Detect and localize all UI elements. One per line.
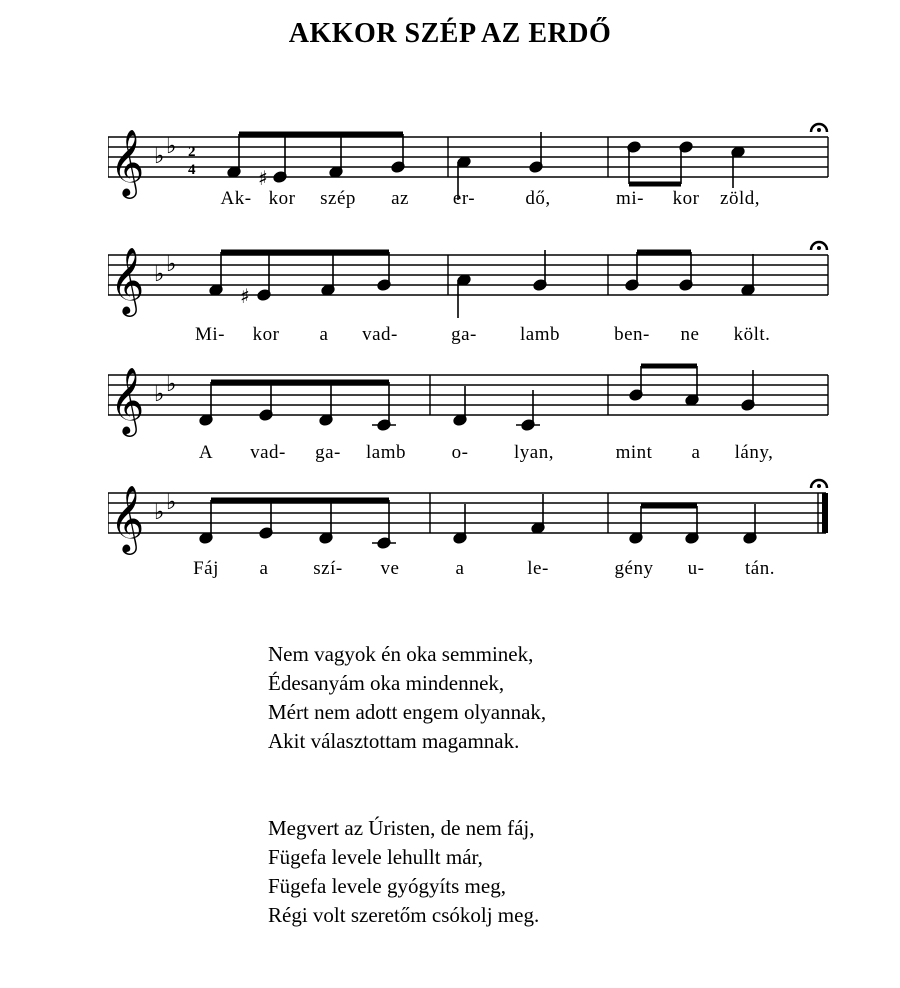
verse-line: Fügefa levele lehullt már, — [268, 845, 483, 869]
staff-system-1 — [108, 122, 832, 212]
time-sig-top: 2 — [188, 144, 196, 160]
lyric-syllable: gény — [614, 558, 654, 579]
lyric-syllable: dő, — [525, 188, 551, 209]
final-barline — [822, 493, 828, 533]
lyric-syllable: lamb — [520, 324, 560, 345]
lyric-syllable: vad- — [250, 442, 286, 463]
lyric-syllable: ga- — [451, 324, 477, 345]
staff-3-notation — [108, 360, 832, 450]
svg-text:♯: ♯ — [240, 284, 250, 308]
treble-clef-icon: 𝄞 — [110, 246, 145, 314]
lyric-syllable: le- — [527, 558, 549, 579]
flat-icon: ♭ — [154, 144, 165, 169]
svg-text:♯: ♯ — [258, 166, 268, 190]
treble-clef-icon: 𝄞 — [110, 128, 145, 196]
lyric-syllable: ben- — [614, 324, 650, 345]
lyric-syllable: kor — [268, 188, 296, 209]
staff-4-notation — [108, 478, 832, 568]
lyric-syllable: er- — [452, 188, 476, 209]
flat-icon: ♭ — [166, 490, 177, 515]
verse-stanza-2 — [268, 814, 539, 930]
lyric-syllable: szép — [320, 188, 356, 209]
staff-system-4 — [108, 478, 832, 579]
lyric-syllable: a — [691, 442, 701, 463]
lyric-syllable: kor — [252, 324, 280, 345]
lyric-syllable: mint — [615, 442, 653, 463]
lyric-syllable: lamb — [366, 442, 406, 463]
song-title: AKKOR SZÉP AZ ERDŐ — [288, 18, 612, 49]
lyric-syllable: tán. — [745, 558, 775, 579]
verse-line: Édesanyám oka mindennek, — [268, 671, 505, 695]
lyric-syllable: Mi- — [195, 324, 225, 345]
lyric-syllable: ve — [380, 558, 400, 579]
lyric-syllable: lyan, — [514, 442, 554, 463]
verse-line: Régi volt szeretőm csókolj meg. — [268, 903, 540, 927]
lyric-syllable: lány, — [734, 442, 774, 463]
treble-clef-icon: 𝄞 — [110, 484, 145, 552]
lyric-syllable: Fáj — [193, 558, 219, 579]
verse-line: Nem vagyok én oka semminek, — [268, 642, 534, 666]
lyric-syllable: kor — [672, 188, 700, 209]
lyric-syllable: u- — [687, 558, 705, 579]
lyric-syllable: ga- — [315, 442, 341, 463]
flat-icon: ♭ — [166, 372, 177, 397]
lyric-syllable: ne — [680, 324, 700, 345]
flat-icon: ♭ — [166, 252, 177, 277]
lyric-syllable: mi- — [616, 188, 644, 209]
lyric-syllable: Ak- — [220, 188, 252, 209]
verse-line: Mért nem adott engem olyannak, — [268, 700, 547, 724]
lyric-syllable: szí- — [313, 558, 343, 579]
flat-icon: ♭ — [166, 134, 177, 159]
lyric-syllable: a — [455, 558, 465, 579]
verse-stanza-1 — [268, 640, 546, 756]
lyric-syllable: o- — [451, 442, 469, 463]
staff-system-2 — [108, 240, 832, 345]
lyric-syllable: költ. — [733, 324, 771, 345]
staff-system-3 — [108, 360, 832, 463]
lyric-syllable: a — [259, 558, 269, 579]
time-sig-bottom: 4 — [188, 162, 196, 178]
verse-line: Megvert az Úristen, de nem fáj, — [268, 816, 535, 840]
treble-clef-icon: 𝄞 — [110, 366, 145, 434]
verse-line: Akit választottam magamnak. — [268, 729, 520, 753]
flat-icon: ♭ — [154, 500, 165, 525]
flat-icon: ♭ — [154, 262, 165, 287]
staff-2-notation — [108, 240, 832, 330]
lyric-syllable: A — [198, 442, 214, 463]
lyric-syllable: a — [319, 324, 329, 345]
flat-icon: ♭ — [154, 382, 165, 407]
lyric-syllable: az — [391, 188, 409, 209]
verse-line: Fügefa levele gyógyíts meg, — [268, 874, 506, 898]
lyric-syllable: zöld, — [720, 188, 760, 209]
lyric-syllable: vad- — [362, 324, 398, 345]
